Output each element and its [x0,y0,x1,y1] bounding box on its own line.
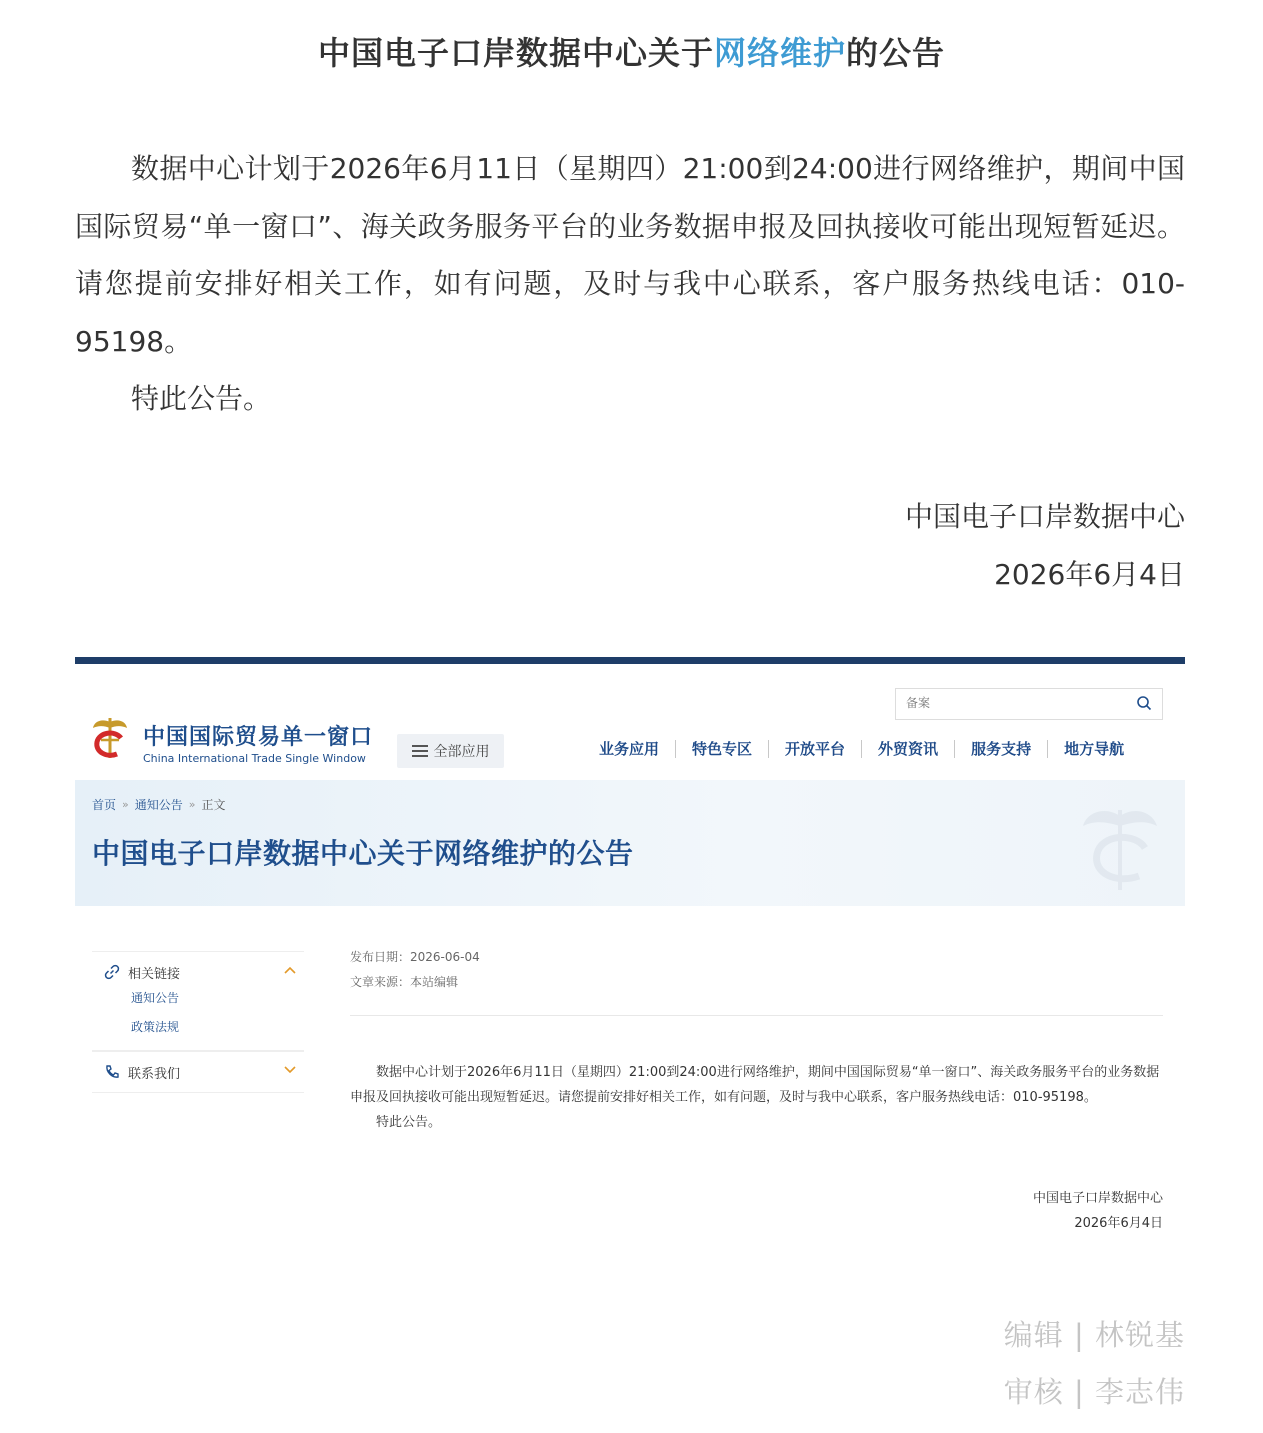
nav-item-open-platform[interactable]: 开放平台 [768,740,861,758]
breadcrumb [92,796,226,813]
sidebar [92,951,304,1093]
breadcrumb-separator-icon: » [122,798,129,811]
logo-chinese-name: 中国国际贸易单一窗口 [143,725,374,750]
breadcrumb-separator-icon: » [188,798,196,811]
customs-emblem-icon [1077,802,1163,896]
content-paragraph: 数据中心计划于2026年6月11日（星期四）21:00到24:00进行网络维护，期间中国国际贸易“单一窗口”、海关政务服务平台的业务数据申报及回执接收可能出现短暂延迟。请您提前安排好相关工作，如有问题，及时与我中心联系，客户服务热线电话：010-95198。 [350,1065,1160,1105]
content-body [350,1060,1163,1135]
content-paragraph: 特此公告。 [376,1115,442,1130]
headline-highlight: 网络维护 [713,34,846,72]
sidebar-contact-label: 联系我们 [128,1066,181,1082]
reviewer-credit: 审核 | 李志伟 [1003,1375,1185,1409]
content-signature-date: 2026年6月4日 [1074,1216,1163,1231]
content-divider [350,1015,1163,1016]
search-input[interactable] [896,689,1136,717]
article-paragraph: 特此公告。 [131,382,272,415]
all-apps-label: 全部应用 [433,744,490,760]
site-header [75,664,1185,780]
editor-credit: 编辑 | 林锐基 [1003,1318,1185,1352]
sidebar-contact-header[interactable] [92,1052,304,1092]
main-nav [583,740,1140,758]
search-icon[interactable] [1136,695,1152,711]
sidebar-item-policies[interactable]: 政策法规 [131,1020,180,1034]
link-icon [104,964,120,980]
logo-english-name: China International Trade Single Window [143,752,366,765]
embedded-webpage-screenshot [75,657,1185,1257]
search-box [895,688,1163,720]
headline-prefix: 中国电子口岸数据中心关于 [317,34,714,72]
nav-item-trade-news[interactable]: 外贸资讯 [861,740,954,758]
headline-suffix: 的公告 [846,34,946,72]
publish-date: 发布日期：2026-06-04 [350,950,480,964]
top-accent-bar [75,657,1185,664]
sidebar-group-contact [92,1051,304,1093]
nav-item-business-apps[interactable]: 业务应用 [599,740,660,758]
phone-icon [104,1064,120,1080]
article-paragraph: 数据中心计划于2026年6月11日（星期四）21:00到24:00进行网络维护，期间中国国际贸易“单一窗口”、海关政务服务平台的业务数据申报及回执接收可能出现短暂延迟。请您提前安排好相关工作，如有问题，及时与我中心联系，客户服务热线电话：010-95198。 [75,152,1185,358]
chevron-down-icon[interactable] [284,1066,296,1074]
single-window-logo-icon[interactable] [91,716,129,762]
breadcrumb-notices[interactable]: 通知公告 [134,798,183,812]
menu-icon [412,745,428,757]
sidebar-item-notices[interactable]: 通知公告 [131,991,180,1005]
nav-item-local-navigation[interactable]: 地方导航 [1047,740,1140,758]
article-source: 文章来源：本站编辑 [350,975,459,989]
article-signature-date: 2026年6月4日 [994,558,1185,591]
sidebar-group-related-links [92,951,304,1051]
breadcrumb-home[interactable]: 首页 [92,798,117,812]
article-signature-org: 中国电子口岸数据中心 [904,500,1185,533]
article-body [75,140,1185,428]
content-signature-org: 中国电子口岸数据中心 [1032,1191,1163,1206]
sidebar-related-links-label: 相关链接 [128,966,181,982]
nav-item-service-support[interactable]: 服务支持 [954,740,1047,758]
chevron-up-icon[interactable] [284,966,296,974]
breadcrumb-current: 正文 [201,798,226,812]
article-content [350,945,1163,1135]
nav-item-featured-zone[interactable]: 特色专区 [675,740,768,758]
sidebar-related-links-header[interactable] [92,952,304,992]
all-apps-button[interactable] [397,734,504,768]
article-headline [0,28,1263,74]
sidebar-related-links-list [92,984,304,1050]
page-title: 中国电子口岸数据中心关于网络维护的公告 [92,837,634,870]
page-banner [75,780,1185,906]
